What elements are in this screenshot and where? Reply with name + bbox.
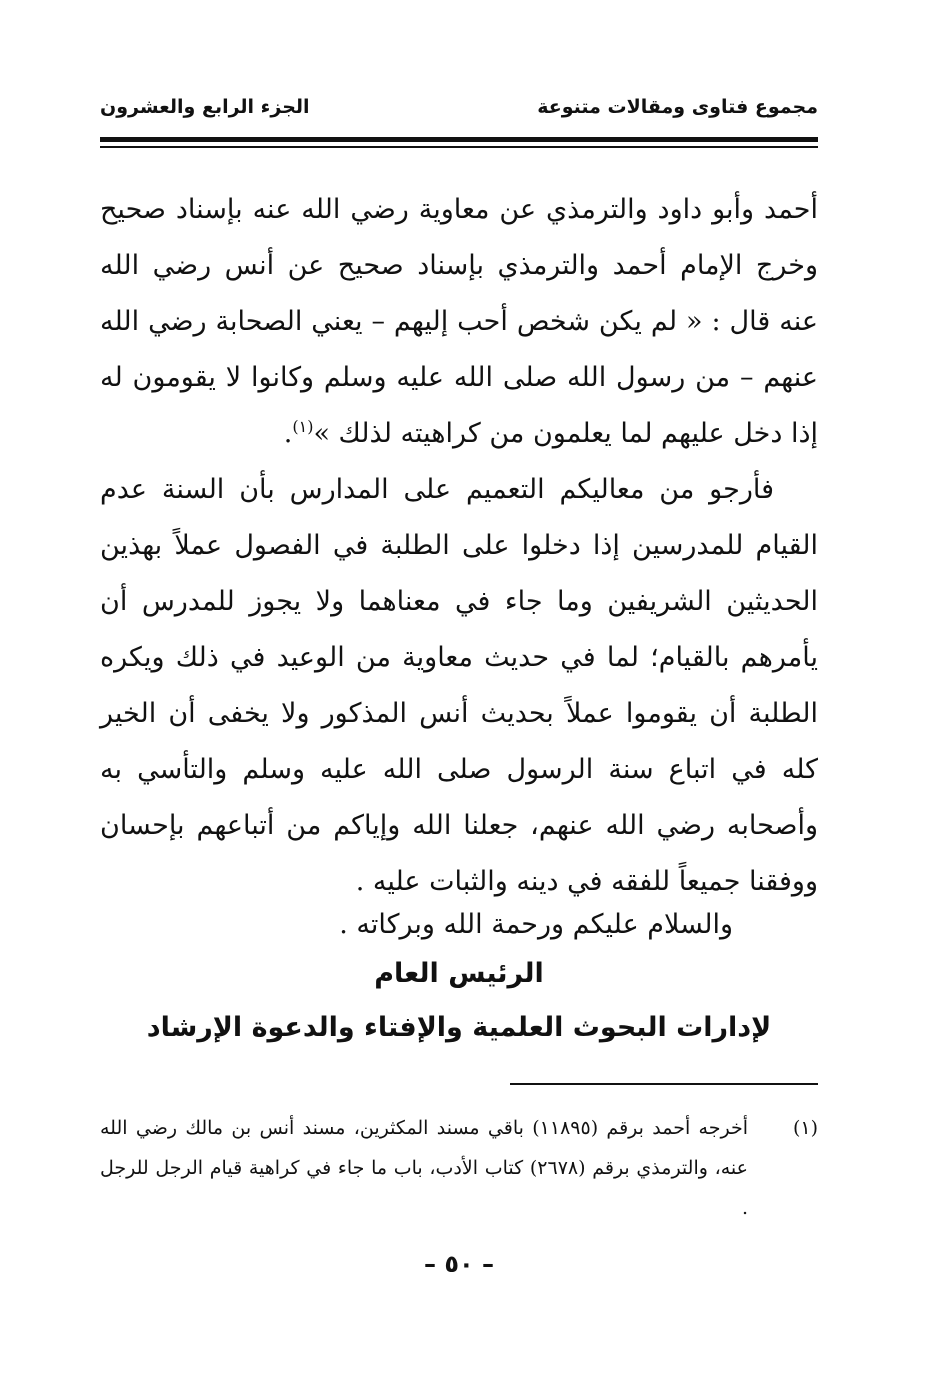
footnote (100, 1108, 818, 1228)
book-title: مجموع فتاوى ومقالات متنوعة (537, 96, 818, 118)
paragraph-hadith-text: أحمد وأبو داود والترمذي عن معاوية رضي الله عنه بإسناد صحيح وخرج الإمام أحمد والترمذي بإسناد صحيح عن أنس رضي الله عنه قال : « لم يكن شخص أحب إليهم – يعني الصحابة رضي الله عنهم – من رسول الله صلى الله عليه وسلم وكانوا لا يقومون له إذا دخل عليهم لما يعلمون من كراهيته لذلك » (100, 194, 818, 449)
paragraph-hadith-end: . (283, 418, 293, 449)
header-rule-thin (100, 146, 818, 148)
footnote-reference[interactable]: (١) (292, 417, 314, 436)
signature-title: الرئيس العام (374, 958, 544, 989)
footnote-number: (١) (792, 1117, 818, 1139)
footnote-text: أخرجه أحمد برقم (١١٨٩٥) باقي مسند المكثرين، مسند أنس بن مالك رضي الله عنه، والترمذي برقم (٢٦٧٨) كتاب الأدب، باب ما جاء في كراهية قيام الرجل للرجل . (100, 1117, 748, 1219)
paragraph-hadith (100, 182, 818, 462)
page-number: – ٥٠ – (423, 1250, 494, 1278)
volume-title: الجزء الرابع والعشرون (100, 96, 310, 118)
closing-greeting: والسلام عليكم ورحمة الله وبركاته . (339, 909, 733, 940)
header-rule-thick (100, 137, 818, 142)
main-text (100, 182, 818, 910)
footnote-separator (510, 1083, 818, 1085)
signature-department: لإدارات البحوث العلمية والإفتاء والدعوة الإرشاد (146, 1012, 772, 1043)
running-header (100, 96, 818, 128)
paragraph-request: فأرجو من معاليكم التعميم على المدارس بأن السنة عدم القيام للمدرسين إذا دخلوا على الطلبة في الفصول عملاً بهذين الحديثين الشريفين وما جاء في معناهما ولا يجوز للمدرس أن يأمرهم بالقيام؛ لما في حديث معاوية من الوعيد في ذلك ويكره الطلبة أن يقوموا عملاً بحديث أنس المذكور ولا يخفى أن الخير كله في اتباع سنة الرسول صلى الله عليه وسلم والتأسي به وأصحابه رضي الله عنهم، جعلنا الله وإياكم من أتباعهم بإحسان ووفقنا جميعاً للفقه في دينه والثبات عليه . (100, 474, 818, 897)
